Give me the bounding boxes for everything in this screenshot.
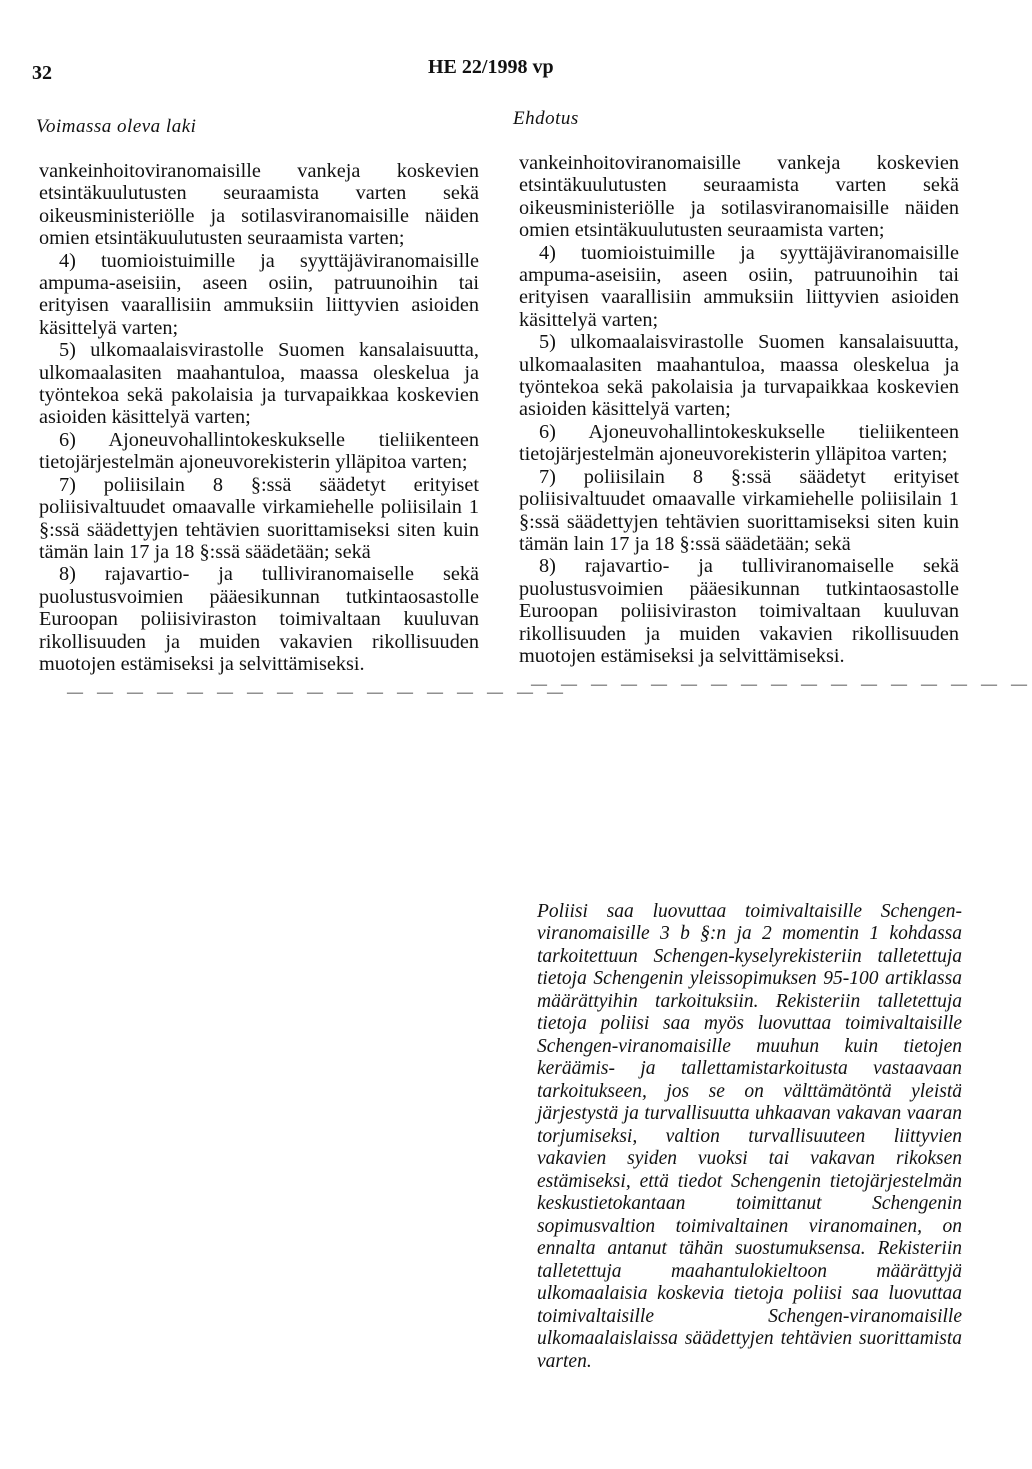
right-end-marker: — — — — — — — — — — — — — — — — — <box>531 676 1032 694</box>
right-paragraph-8: 8) rajavartio- ja tulliviranomaiselle sekä puolustusvoimien pääesikunnan tutkintaosastolle Euroopan poliisiviraston toimivaltaan kuuluvan rikollisuuden ja muiden vakavien rikollisuuden muotojen estämiseksi ja selvittämiseksi. <box>519 555 959 667</box>
left-paragraph-7: 7) poliisilain 8 §:ssä säädetyt erityiset poliisivaltuudet omaavalle virkamiehelle poliisilain 1 §:ssä säädettyjen tehtävien suorittamiseksi siten kuin tämän lain 17 ja 18 §:ssä säädetään; sekä <box>39 473 479 563</box>
right-paragraph-7: 7) poliisilain 8 §:ssä säädetyt erityiset poliisivaltuudet omaavalle virkamiehelle poliisilain 1 §:ssä säädettyjen tehtävien suorittamiseksi siten kuin tämän lain 17 ja 18 §:ssä säädetään; sekä <box>519 465 959 555</box>
right-paragraph-intro: vankeinhoitoviranomaisille vankeja koskevien etsintäkuulutusten seuraamista varten sekä oikeusministeriölle ja sotilasviranomaisille näiden omien etsintäkuulutusten seuraamista varten; <box>519 152 959 242</box>
left-paragraph-6: 6) Ajoneuvohallintokeskukselle tieliikenteen tietojärjestelmän ajoneuvorekisterin ylläpitoa varten; <box>39 428 479 474</box>
left-paragraph-intro: vankeinhoitoviranomaisille vankeja koskevien etsintäkuulutusten seuraamista varten sekä oikeusministeriölle ja sotilasviranomaisille näiden omien etsintäkuulutusten seuraamista varten; <box>39 160 479 250</box>
left-end-marker: — — — — — — — — — — — — — — — — — <box>67 684 568 702</box>
right-paragraph-5: 5) ulkomaalaisvirastolle Suomen kansalaisuutta, ulkomaalasiten maahantuloa, maassa oleskelua ja työntekoa sekä pakolaisia ja turvapaikkaa koskevien asioiden käsittelyä varten; <box>519 331 959 421</box>
left-column-heading: Voimassa oleva laki <box>36 116 197 137</box>
current-law-column <box>39 160 568 702</box>
right-paragraph-6: 6) Ajoneuvohallintokeskukselle tieliikenteen tietojärjestelmän ajoneuvorekisterin ylläpitoa varten; <box>519 420 959 466</box>
left-paragraph-8: 8) rajavartio- ja tulliviranomaiselle sekä puolustusvoimien pääesikunnan tutkintaosastolle Euroopan poliisiviraston toimivaltaan kuuluvan rikollisuuden ja muiden vakavien rikollisuuden muotojen estämiseksi ja selvittämiseksi. <box>39 563 479 675</box>
proposal-column <box>519 152 1032 694</box>
document-id: HE 22/1998 vp <box>428 56 554 78</box>
page-number: 32 <box>32 62 52 84</box>
proposal-added-paragraph: Poliisi saa luovuttaa toimivaltaisille Schengen-viranomaisille 3 b §:n ja 2 momentin 1 kohdassa tarkoitettuun Schengen-kyselyrekisteriin talletettuja tietoja Schengenin yleissopimuksen 95-100 artiklassa määrättyihin tarkoituksiin. Rekisteriin talletettuja tietoja poliisi saa myös luovuttaa toimivaltaisille Schengen-viranomaisille muuhun kuin tietojen keräämis- ja tallettamistarkoitusta vastaavaan tarkoitukseen, jos se on välttämätöntä yleistä järjestystä ja turvallisuutta uhkaavan vakavan vaaran torjumiseksi, valtion turvallisuuteen liittyvien vakavien syiden vuoksi tai vakavan rikoksen estämiseksi, että tiedot Schengenin tietojärjestelmän keskustietokantaan toimittanut Schengenin sopimusvaltion toimivaltainen viranomainen, on ennalta antanut tähän suostumuksensa. Rekisteriin talletettuja maahantulokieltoon määrättyjä ulkomaalaisia koskevia tietoja poliisi saa luovuttaa toimivaltaisille Schengen-viranomaisille ulkomaalaislaissa säädettyjen tehtävien suorittamista varten. <box>537 900 962 1372</box>
right-column-heading: Ehdotus <box>513 108 579 129</box>
left-paragraph-4: 4) tuomioistuimille ja syyttäjäviranomaisille ampuma-aseisiin, aseen osiin, patruunoihin tai erityisen vaarallisiin ammuksiin liittyvien asioiden käsittelyä varten; <box>39 249 479 339</box>
right-paragraph-4: 4) tuomioistuimille ja syyttäjäviranomaisille ampuma-aseisiin, aseen osiin, patruunoihin tai erityisen vaarallisiin ammuksiin liittyvien asioiden käsittelyä varten; <box>519 241 959 331</box>
left-paragraph-5: 5) ulkomaalaisvirastolle Suomen kansalaisuutta, ulkomaalasiten maahantuloa, maassa oleskelua ja työntekoa sekä pakolaisia ja turvapaikkaa koskevien asioiden käsittelyä varten; <box>39 339 479 429</box>
